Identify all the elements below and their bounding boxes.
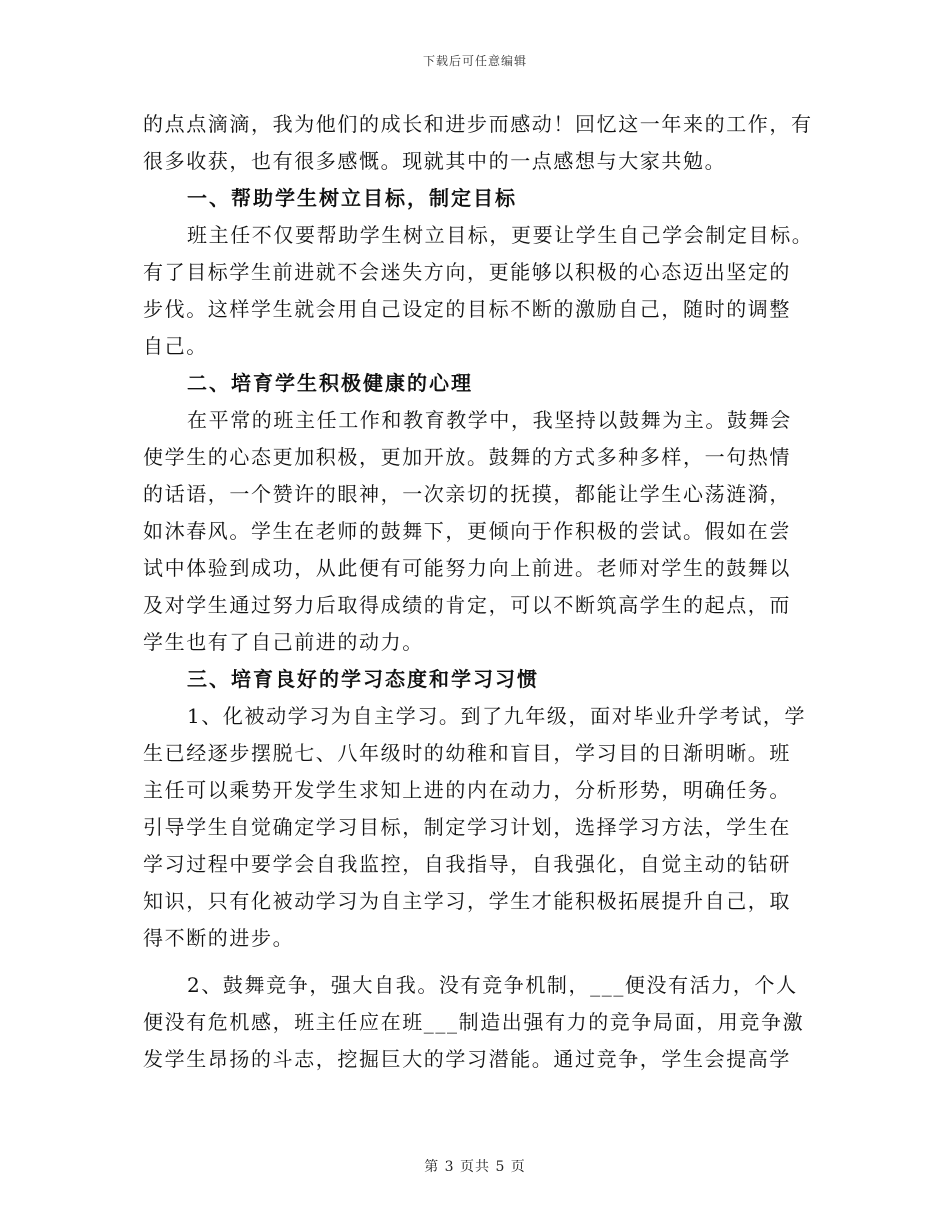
body-line: 很多收获，也有很多感慨。现就其中的一点感想与大家共勉。: [143, 149, 727, 173]
body-line: 知识，只有化被动学习为自主学习，学生才能积极拓展提升自己，取: [143, 889, 791, 913]
body-line: 班主任不仅要帮助学生树立目标，更要让学生自己学会制定目标。: [187, 223, 814, 247]
body-line: 试中体验到成功，从此便有可能努力向上前进。老师对学生的鼓舞以: [143, 556, 791, 580]
body-line: 及对学生通过努力后取得成绩的肯定，可以不断筑高学生的起点，而: [143, 593, 791, 617]
body-line: 发学生昂扬的斗志，挖掘巨大的学习潜能。通过竞争，学生会提高学: [143, 1047, 791, 1071]
body-line: 学生也有了自己前进的动力。: [143, 630, 424, 654]
body-line: 的点点滴滴，我为他们的成长和进步而感动！回忆这一年来的工作，有: [143, 112, 813, 136]
body-line: 自己。: [143, 334, 208, 358]
page-number-footer: 第 3 页共 5 页: [424, 1159, 526, 1175]
body-line: 如沐春风。学生在老师的鼓舞下，更倾向于作积极的尝试。假如在尝: [143, 519, 791, 543]
paragraph-gap: [143, 957, 807, 967]
body-line: 有了目标学生前进就不会迷失方向，更能够以积极的心态迈出坚定的: [143, 260, 791, 284]
document-body: [143, 106, 814, 1078]
section-heading-2: 二、培育学生积极健康的心理: [187, 371, 473, 395]
body-line: 主任可以乘势开发学生求知上进的内在动力，分析形势，明确任务。: [143, 778, 791, 802]
body-line: 的话语，一个赞许的眼神，一次亲切的抚摸，都能让学生心荡涟漪，: [143, 482, 791, 506]
page-header-note: 下载后可任意编辑: [422, 54, 527, 68]
body-line: 1、化被动学习为自主学习。到了九年级，面对毕业升学考试，学: [187, 704, 807, 728]
body-line: 在平常的班主任工作和教育教学中，我坚持以鼓舞为主。鼓舞会: [187, 408, 792, 432]
section-heading-3: 三、培育良好的学习态度和学习习惯: [187, 667, 539, 691]
body-line: 得不断的进步。: [143, 926, 295, 950]
body-line: 步伐。这样学生就会用自己设定的目标不断的激励自己，随时的调整: [143, 297, 791, 321]
body-line: 2、鼓舞竞争，强大自我。没有竞争机制，___便没有活力，个人: [187, 973, 798, 997]
body-line: 引导学生自觉确定学习目标，制定学习计划，选择学习方法，学生在: [143, 815, 791, 839]
body-line: 便没有危机感，班主任应在班___制造出强有力的竞争局面，用竞争激: [143, 1010, 805, 1034]
body-line: 使学生的心态更加积极，更加开放。鼓舞的方式多种多样，一句热情: [143, 445, 791, 469]
section-heading-1: 一、帮助学生树立目标，制定目标: [187, 186, 517, 210]
body-line: 生已经逐步摆脱七、八年级时的幼稚和盲目，学习目的日渐明晰。班: [143, 741, 791, 765]
body-line: 学习过程中要学会自我监控，自我指导，自我强化，自觉主动的钻研: [143, 852, 791, 876]
